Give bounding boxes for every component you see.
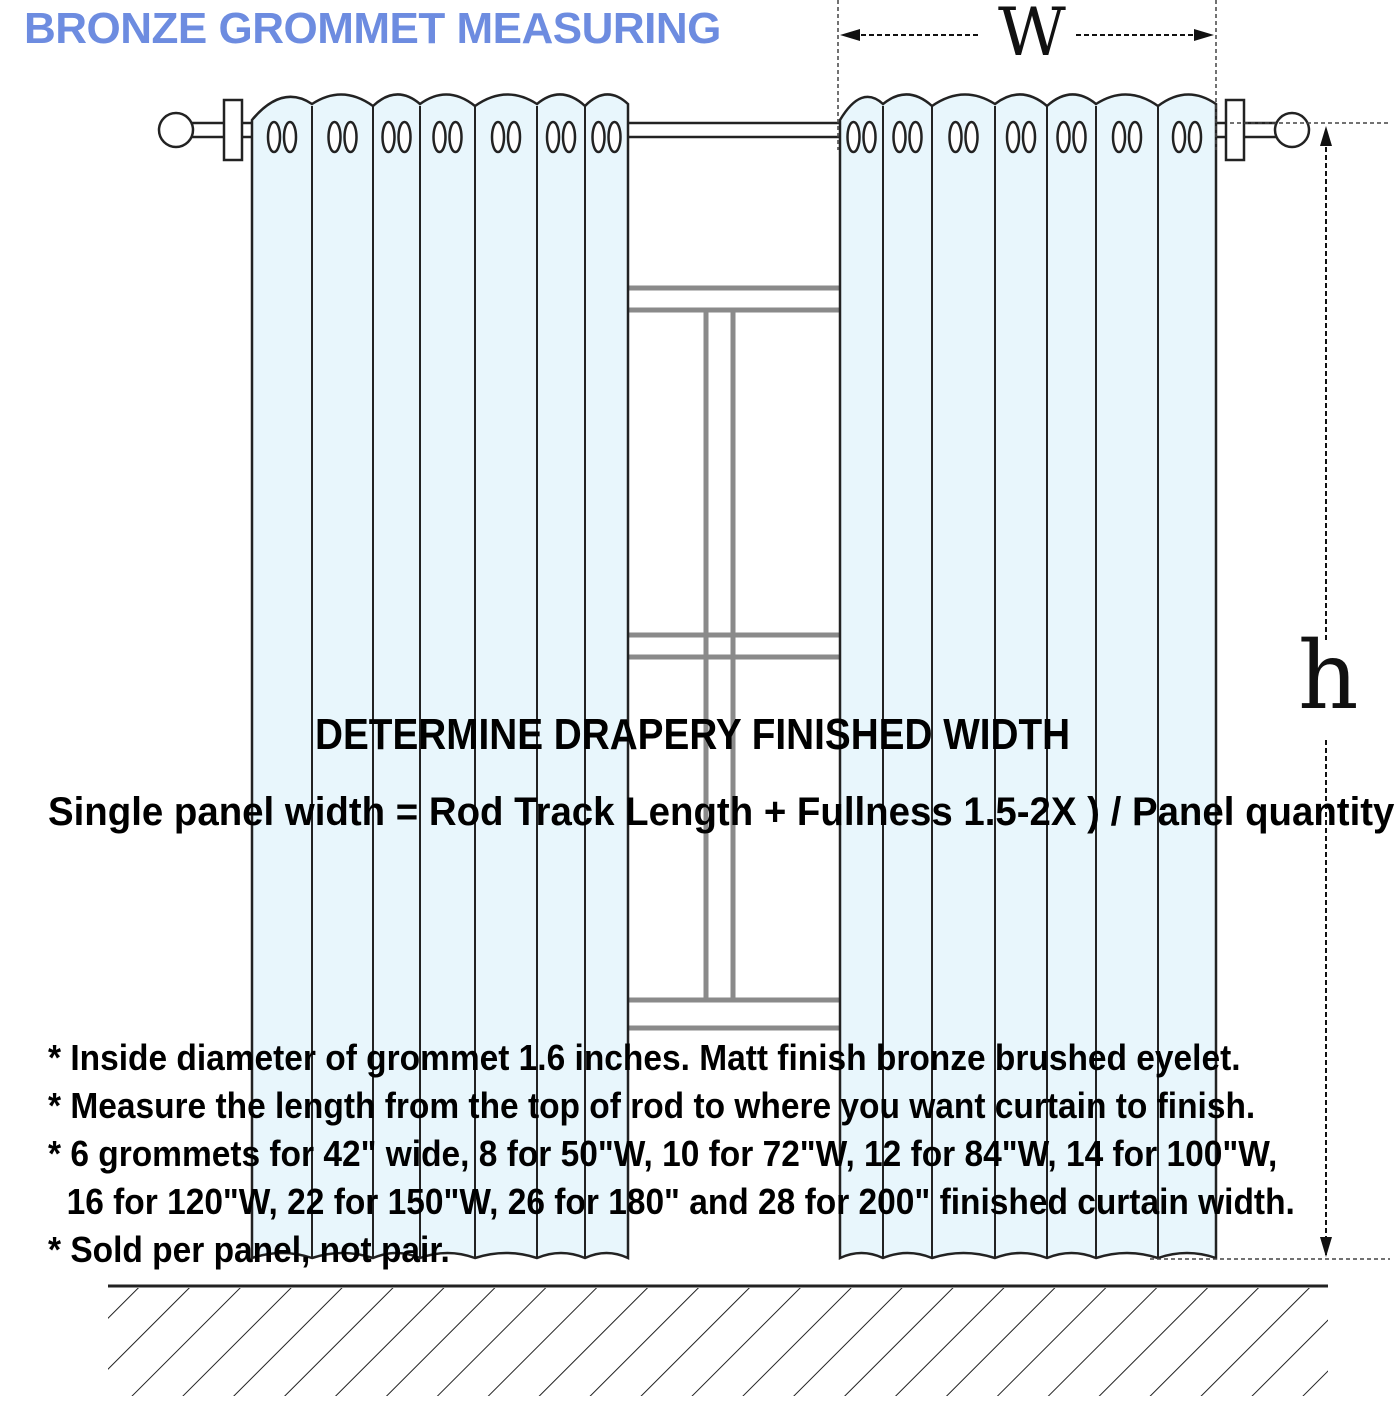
grommet-icon xyxy=(1074,122,1086,152)
rod-finial-left xyxy=(159,113,193,147)
grommet-icon xyxy=(434,122,446,152)
width-formula: Single panel width = Rod Track Length + Fullness 1.5-2X ) / Panel quantity xyxy=(48,790,1395,834)
grommet-icon xyxy=(1113,122,1125,152)
grommet-icon xyxy=(399,122,411,152)
grommet-icon xyxy=(1189,122,1201,152)
width-dimension-label: W xyxy=(998,0,1066,71)
grommet-icon xyxy=(950,122,962,152)
rod-bracket-left xyxy=(224,100,242,160)
grommet-icon xyxy=(1173,122,1185,152)
grommet-icon xyxy=(268,122,280,152)
grommet-icon xyxy=(284,122,296,152)
grommet-icon xyxy=(1129,122,1141,152)
grommet-icon xyxy=(450,122,462,152)
notes-list xyxy=(48,1034,1389,1274)
grommet-icon xyxy=(345,122,357,152)
grommet-icon xyxy=(492,122,504,152)
floor-hatch-icon xyxy=(108,1286,1328,1396)
grommet-icon xyxy=(864,122,876,152)
note-item: 16 for 120"W, 22 for 150"W, 26 for 180" and 28 for 200" finished curtain width. xyxy=(66,1181,1295,1222)
grommet-icon xyxy=(383,122,395,152)
grommet-icon xyxy=(508,122,520,152)
grommet-icon xyxy=(1058,122,1070,152)
rod-bracket-right xyxy=(1226,100,1244,160)
grommet-icon xyxy=(848,122,860,152)
section-title: DETERMINE DRAPERY FINISHED WIDTH xyxy=(315,710,1071,759)
grommet-icon xyxy=(910,122,922,152)
grommet-icon xyxy=(894,122,906,152)
note-item: * Measure the length from the top of rod to where you want curtain to finish. xyxy=(48,1085,1256,1126)
grommet-icon xyxy=(609,122,621,152)
note-item: * Inside diameter of grommet 1.6 inches. Matt finish bronze brushed eyelet. xyxy=(48,1037,1241,1078)
rod-finial-right xyxy=(1275,113,1309,147)
note-item: * 6 grommets for 42" wide, 8 for 50"W, 10 for 72"W, 12 for 84"W, 14 for 100"W, xyxy=(48,1133,1278,1174)
note-item: * Sold per panel, not pair. xyxy=(48,1229,450,1270)
grommet-icon xyxy=(329,122,341,152)
window-icon xyxy=(620,288,844,1028)
grommet-icon xyxy=(593,122,605,152)
floor-hatch-area xyxy=(108,1288,1328,1396)
grommet-icon xyxy=(1007,122,1019,152)
grommet-icon xyxy=(966,122,978,152)
grommet-icon xyxy=(547,122,559,152)
height-dimension-label: h xyxy=(1298,622,1359,731)
grommet-icon xyxy=(1023,122,1035,152)
grommet-icon xyxy=(563,122,575,152)
page-title: BRONZE GROMMET MEASURING xyxy=(24,4,721,53)
